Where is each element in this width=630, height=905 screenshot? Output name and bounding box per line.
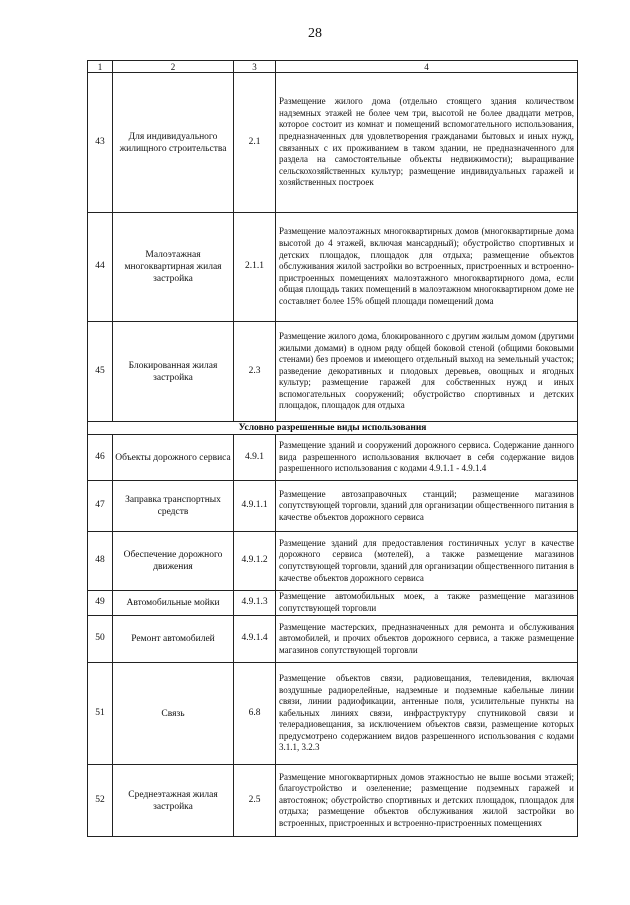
use-type-code: 4.9.1.3: [234, 591, 276, 616]
use-type-code: 2.1.1: [234, 213, 276, 322]
row-number: 48: [88, 532, 113, 591]
use-type-code: 2.1: [234, 73, 276, 213]
table-row: [88, 213, 578, 322]
row-number: 52: [88, 765, 113, 837]
use-type-code: 6.8: [234, 663, 276, 765]
row-number: 51: [88, 663, 113, 765]
use-type-code: 4.9.1: [234, 435, 276, 481]
use-type-name: Автомобильные мойки: [113, 591, 234, 616]
use-type-name: Заправка транспортных средств: [113, 481, 234, 532]
row-number: 50: [88, 616, 113, 663]
table-row: [88, 73, 578, 213]
row-number: 47: [88, 481, 113, 532]
row-number: 46: [88, 435, 113, 481]
table-row: [88, 532, 578, 591]
page-number: 28: [308, 26, 322, 41]
section-heading-row: [88, 422, 578, 435]
row-number: 49: [88, 591, 113, 616]
use-type-code: 2.3: [234, 322, 276, 422]
row-number: 43: [88, 73, 113, 213]
section-title: Условно разрешенные виды использования: [88, 422, 578, 435]
row-number: 45: [88, 322, 113, 422]
use-type-description: Размещение объектов связи, радиовещания, телевидения, включая воздушные радиорелейные, надземные и подземные кабельные линии связи, линии радиофикации, антенные поля, усилительные пункты на кабельных линиях связи, инфраструктуру спутниковой связи и телерадиовещания, за исключением объектов связи, размещение которых предусмотрено содержанием видов разрешенного использования с кодами 3.1.1, 3.2.3: [276, 663, 578, 765]
use-type-description: Размещение мастерских, предназначенных для ремонта и обслуживания автомобилей, и прочих объектов дорожного сервиса, а также размещение магазинов сопутствующей торговли: [276, 616, 578, 663]
land-use-table: [87, 60, 578, 837]
use-type-name: Объекты дорожного сервиса: [113, 435, 234, 481]
use-type-code: 4.9.1.1: [234, 481, 276, 532]
header-col-2: 2: [113, 61, 234, 73]
table-row: [88, 435, 578, 481]
use-type-name: Малоэтажная многоквартирная жилая застройка: [113, 213, 234, 322]
table-row: [88, 481, 578, 532]
use-type-name: Для индивидуального жилищного строительства: [113, 73, 234, 213]
use-type-code: 2.5: [234, 765, 276, 837]
header-col-3: 3: [234, 61, 276, 73]
use-type-name: Среднеэтажная жилая застройка: [113, 765, 234, 837]
use-type-code: 4.9.1.2: [234, 532, 276, 591]
use-type-description: Размещение автомобильных моек, а также размещение магазинов сопутствующей торговли: [276, 591, 578, 616]
use-type-description: Размещение автозаправочных станций; размещение магазинов сопутствующей торговли, зданий для организации общественного питания в качестве объектов дорожного сервиса: [276, 481, 578, 532]
use-type-description: Размещение малоэтажных многоквартирных домов (многоквартирные дома высотой до 4 этажей, включая мансардный); обустройство спортивных и детских площадок, площадок для отдыха; размещение объектов обслуживания жилой застройки во встроенных, пристроенных и встроенно-пристроенных помещениях малоэтажного многоквартирного дома, если общая площадь таких помещений в малоэтажном многоквартирном доме не составляет более 15% общей площади помещений дома: [276, 213, 578, 322]
use-type-name: Обеспечение дорожного движения: [113, 532, 234, 591]
use-type-name: Ремонт автомобилей: [113, 616, 234, 663]
table-row: [88, 591, 578, 616]
use-type-description: Размещение жилого дома (отдельно стоящего здания количеством надземных этажей не более чем три, высотой не более двадцати метров, которое состоит из комнат и помещений вспомогательного использования, предназначенных для удовлетворения гражданами бытовых и иных нужд, связанных с их проживанием в таком здании, не предназначенного для раздела на самостоятельные объекты недвижимости); выращивание сельскохозяйственных культур; размещение индивидуальных гаражей и хозяйственных построек: [276, 73, 578, 213]
table-row: [88, 616, 578, 663]
row-number: 44: [88, 213, 113, 322]
use-type-description: Размещение многоквартирных домов этажностью не выше восьми этажей; благоустройство и озеленение; размещение подземных гаражей и автостоянок; обустройство спортивных и детских площадок, площадок для отдыха; размещение объектов обслуживания жилой застройки во встроенных, пристроенных и встроенно-пристроенных помещениях: [276, 765, 578, 837]
use-type-description: Размещение жилого дома, блокированного с другим жилым домом (другими жилыми домами) в одном ряду общей боковой стеной (общими боковыми стенами) без проемов и имеющего отдельный выход на земельный участок; разведение декоративных и плодовых деревьев, овощных и ягодных культур; размещение гаражей для собственных нужд и иных вспомогательных сооружений; обустройство спортивных и детских площадок, площадок для отдыха: [276, 322, 578, 422]
table-row: [88, 663, 578, 765]
header-col-4: 4: [276, 61, 578, 73]
table-row: [88, 765, 578, 837]
use-type-code: 4.9.1.4: [234, 616, 276, 663]
table-row: [88, 322, 578, 422]
table-header-row: [88, 61, 578, 73]
use-type-name: Связь: [113, 663, 234, 765]
use-type-name: Блокированная жилая застройка: [113, 322, 234, 422]
use-type-description: Размещение зданий для предоставления гостиничных услуг в качестве дорожного сервиса (мотелей), а также размещение магазинов сопутствующей торговли, зданий для организации общественного питания в качестве объектов дорожного сервиса: [276, 532, 578, 591]
use-type-description: Размещение зданий и сооружений дорожного сервиса. Содержание данного вида разрешенного использования включает в себя содержание видов разрешенного использования с кодами 4.9.1.1 - 4.9.1.4: [276, 435, 578, 481]
header-col-1: 1: [88, 61, 113, 73]
